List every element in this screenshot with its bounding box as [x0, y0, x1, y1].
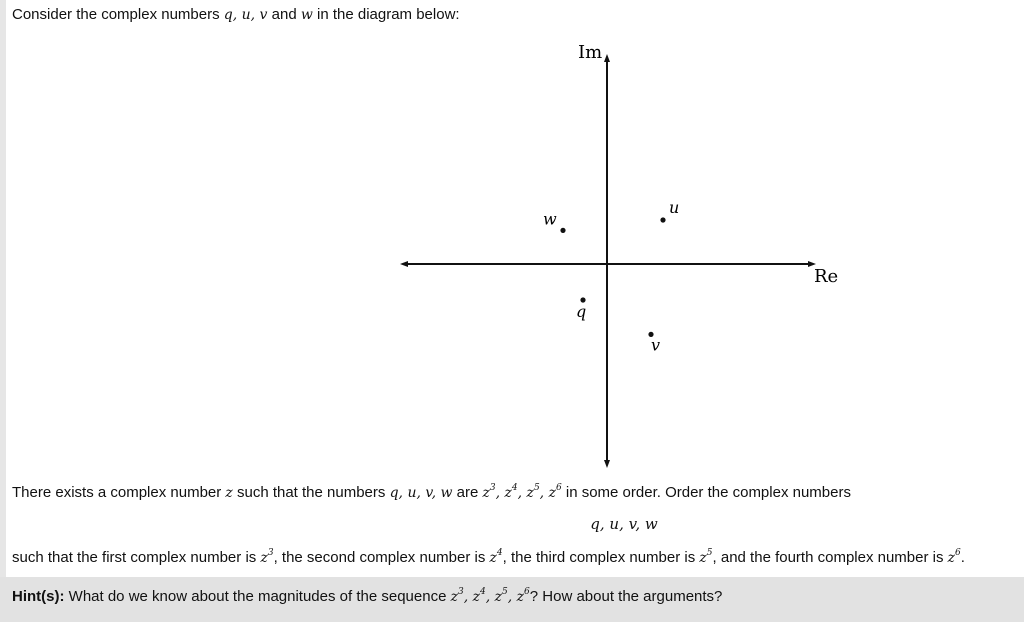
q-s4: , and the fourth complex number is	[712, 549, 948, 566]
re-label: Re	[814, 266, 839, 287]
q-vars: q, u, v, w	[389, 485, 453, 501]
intro-before: Consider the complex numbers	[12, 6, 224, 23]
hint-t2: ? How about the arguments?	[529, 588, 723, 605]
hint-panel	[0, 577, 1024, 622]
q-s3: , the third complex number is	[502, 549, 700, 566]
hint-powers: $z^3$, $z^4$, $z^5$, $z^6$	[450, 587, 530, 605]
im-label: Im	[578, 42, 603, 63]
z5: $z^5$	[699, 548, 713, 566]
question-line-2	[12, 549, 965, 567]
hint-text	[12, 588, 722, 606]
points-layer	[543, 198, 679, 354]
q-s2: , the second complex number is	[273, 549, 490, 566]
q-p3: are	[452, 484, 483, 501]
z3: $z^3$	[260, 548, 274, 566]
q-s5: .	[960, 549, 965, 566]
q-p1: There exists a complex number	[12, 484, 226, 501]
q-p4: in some order. Order the complex numbers	[561, 484, 851, 501]
intro-after: in the diagram below:	[312, 6, 460, 23]
intro-w: w	[300, 7, 313, 23]
question-line-1	[12, 484, 851, 502]
point-label-w: w	[543, 209, 557, 229]
hint-label: Hint(s):	[12, 588, 65, 605]
intro-and: and	[267, 6, 301, 23]
intro-vars: q, u, v	[223, 7, 268, 23]
z4: $z^4$	[489, 548, 503, 566]
q-p2: such that the numbers	[232, 484, 390, 501]
point-label-v: v	[651, 335, 661, 355]
point-w	[560, 228, 565, 233]
q-s1: such that the first complex number is	[12, 549, 261, 566]
q-powers: $z^3$, $z^4$, $z^5$, $z^6$	[482, 483, 562, 501]
point-u	[660, 217, 665, 222]
q-z: z	[225, 485, 233, 501]
point-label-q: q	[576, 302, 587, 321]
hint-t1: What do we know about the magnitudes of the sequence	[64, 588, 451, 605]
point-label-u: u	[669, 198, 680, 217]
z6: $z^6$	[947, 548, 961, 566]
centered-vars: q, u, v, w	[590, 515, 658, 533]
